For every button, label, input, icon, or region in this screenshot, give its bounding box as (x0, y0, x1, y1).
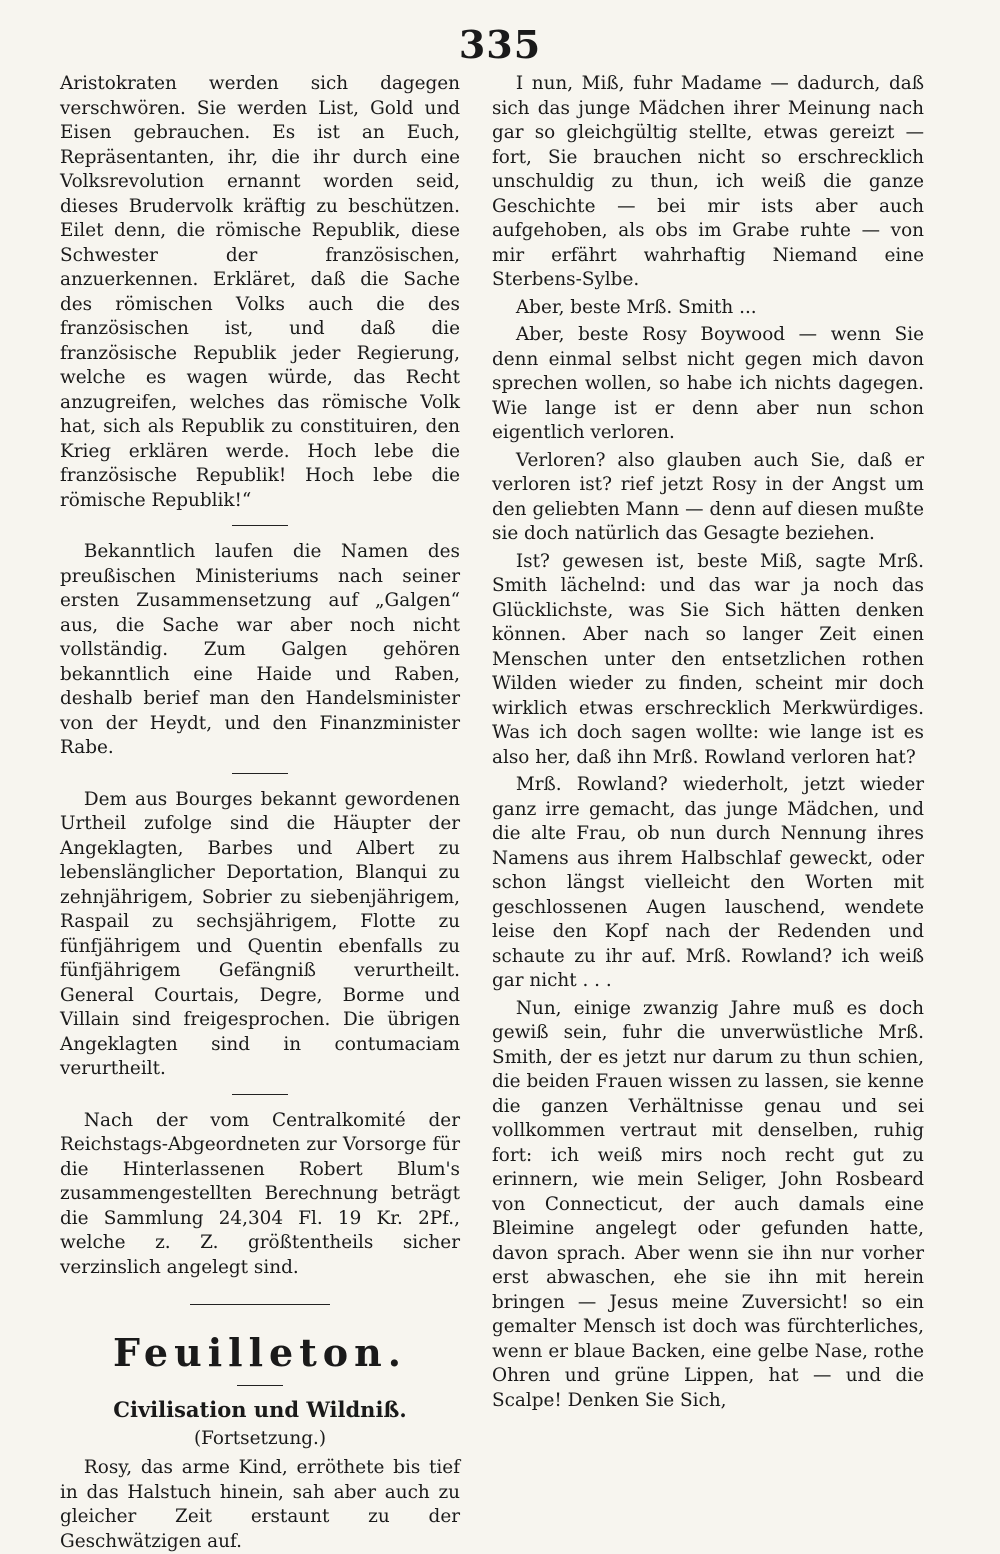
article-paragraph: Bekanntlich laufen die Namen des preußischen Ministeriums nach seiner ersten Zusammensetzung auf „Galgen“ aus, die Sache war aber noch nicht vollständig. Zum Galgen gehören bekanntlich eine Haide und Raben, deshalb berief man den Handelsminister von der Heydt, und den Finanzminister Rabe. (60, 541, 460, 758)
left-column (60, 72, 460, 1554)
story-paragraph: Ist? gewesen ist, beste Miß, sagte Mrß. Smith lächelnd: und das war ja noch das Glücklichste, was Sie Sich hätten denken können. Aber nach so langer Zeit einen Menschen unter den entsetzlichen rothen Wilden wieder zu finden, scheint mir doch wirklich etwas erschrecklich Merkwürdiges. Was ich doch sagen wollte: wie lange ist es also her, daß ihn Mrß. Rowland verloren hat? (492, 550, 924, 768)
divider-rule (232, 773, 288, 774)
article-paragraph: Nach der vom Centralkomité der Reichstags-Abgeordneten zur Vorsorge für die Hinterlassenen Robert Blum's zusammengestellten Berechnung beträgt die Sammlung 24,304 Fl. 19 Kr. 2Pf., welche z. Z. größtentheils sicher verzinslich angelegt sind. (60, 1109, 460, 1278)
story-paragraph: Nun, einige zwanzig Jahre muß es doch gewiß sein, fuhr die unverwüstliche Mrß. Smith, der es jetzt nur darum zu thun schien, die beiden Frauen wissen zu lassen, sie kenne die ganzen Verhältnisse genau und sei vollkommen vertraut mit denselben, ruhig fort: ich weiß mirs noch recht gut zu erinnern, wie mein Seliger, John Rosbeard von Connecticut, der auch damals eine Bleimine angelegt oder gefunden hatte, davon sprach. Aber wenn sie ihn nur vorher erst abwaschen, ehe sie ihn mit herein bringen — Jesus meine Zuversicht! so ein gemalter Mensch ist doch was fürchterliches, wenn er blaue Backen, eine gelbe Nase, rothe Ohren und grüne Lippen, hat — und die Scalpe! Denken Sie Sich, (492, 997, 924, 1411)
story-continuation: (Fortsetzung.) (193, 1428, 327, 1449)
page-number: 335 (458, 22, 542, 67)
divider-rule (237, 1385, 283, 1386)
story-title: Civilisation und Wildniß. (113, 1397, 407, 1422)
right-column (492, 72, 924, 1413)
feuilleton-heading: Feuilleton. (113, 1330, 407, 1375)
story-paragraph: Aber, beste Mrß. Smith ... (515, 296, 757, 318)
divider-rule (232, 1094, 288, 1095)
story-paragraph: Rosy, das arme Kind, erröthete bis tief in das Halstuch hinein, sah aber auch zu gleicher Zeit erstaunt zu der Geschwätzigen auf. (60, 1457, 460, 1552)
section-rule (190, 1304, 330, 1305)
story-paragraph: Mrß. Rowland? wiederholt, jetzt wieder ganz irre gemacht, das junge Mädchen, und die alte Frau, ob nun durch Nennung ihres Namens aus ihrem Halbschlaf geweckt, oder schon längst vielleicht den Worten mit geschlossenen Augen lauschend, wendete leise den Kopf nach der Redenden und schaute zu ihr auf. Mrß. Rowland? ich weiß gar nicht . . . (492, 774, 924, 991)
story-paragraph: Aber, beste Rosy Boywood — wenn Sie denn einmal selbst nicht gegen mich davon sprechen wollen, so habe ich nichts dagegen. Wie lange ist er denn aber nun schon eigentlich verloren. (492, 324, 924, 443)
article-paragraph: Aristokraten werden sich dagegen verschwören. Sie werden List, Gold und Eisen gebrauchen. Es ist an Euch, Repräsentanten, ihr, die ihr durch eine Volksrevolution ernannt worden seid, dieses Brudervolk kräftig zu beschützen. Eilet denn, die römische Republik, diese Schwester der französischen, anzuerkennen. Erkläret, daß die Sache des römischen Volks auch die des französischen ist, und daß die französische Republik jeder Regierung, welche es wagen würde, das Recht anzugreifen, welches das römische Volk hat, sich als Republik zu constituiren, den Krieg erklären werde. Hoch lebe die französische Republik! Hoch lebe die römische Republik!“ (60, 73, 460, 511)
story-paragraph: I nun, Miß, fuhr Madame — dadurch, daß sich das junge Mädchen ihrer Meinung nach gar so gleichgültig stellte, etwas gereizt — fort, Sie brauchen nicht so erschrecklich unschuldig zu thun, ich weiß die ganze Geschichte — bei mir ists aber auch aufgehoben, als obs im Grabe ruhte — von mir erfährt wahrhaftig Niemand eine Sterbens-Sylbe. (492, 73, 924, 290)
article-paragraph: Dem aus Bourges bekannt gewordenen Urtheil zufolge sind die Häupter der Angeklagten, Barbes und Albert zu lebenslänglicher Deportation, Blanqui zu zehnjährigem, Sobrier zu siebenjährigem, Raspail zu sechsjährigem, Flotte zu fünfjährigem und Quentin ebenfalls zu fünfjährigem Gefängniß verurtheilt. General Courtais, Degre, Borme und Villain sind freigesprochen. Die übrigen Angeklagten sind in contumaciam verurtheilt. (60, 788, 460, 1079)
divider-rule (232, 525, 288, 526)
story-paragraph: Verloren? also glauben auch Sie, daß er verloren ist? rief jetzt Rosy in der Angst um den geliebten Mann — denn auf diesen mußte sie doch natürlich das Gesagte beziehen. (492, 449, 924, 544)
